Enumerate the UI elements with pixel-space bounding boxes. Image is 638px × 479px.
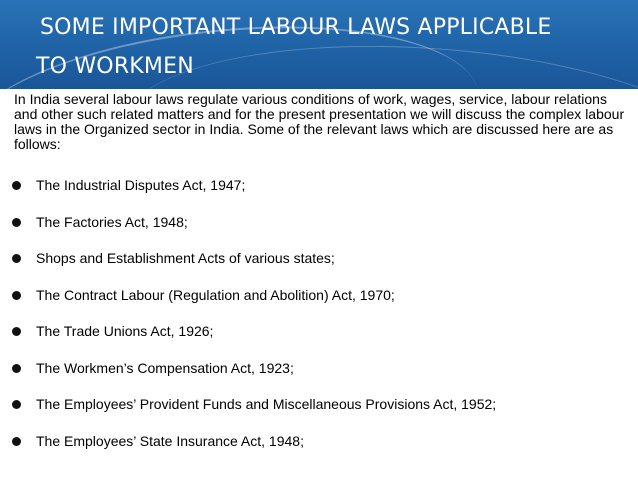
list-item	[12, 241, 632, 278]
bullet-icon	[12, 218, 21, 227]
bullet-icon	[12, 291, 21, 300]
bullet-icon	[12, 327, 21, 336]
bullet-icon	[12, 254, 21, 263]
bullet-icon	[12, 181, 21, 190]
law-name: The Trade Unions Act, 1926;	[36, 323, 214, 339]
list-item	[12, 168, 632, 205]
law-name: The Factories Act, 1948;	[36, 213, 188, 230]
bullet-icon	[12, 437, 21, 446]
bullet-icon	[12, 400, 21, 409]
law-name: The Contract Labour (Regulation and Abolition) Act, 1970;	[36, 286, 395, 303]
law-name: The Industrial Disputes Act, 1947;	[36, 177, 246, 193]
law-name: The Employees’ Provident Funds and Miscellaneous Provisions Act, 1952;	[36, 396, 497, 412]
law-name: Shops and Establishment Acts of various states;	[36, 250, 335, 266]
list-item	[12, 314, 632, 351]
slide-title-line-1: SOME IMPORTANT LABOUR LAWS APPLICABLE	[40, 15, 552, 40]
list-item	[12, 387, 632, 424]
law-name: The Workmen’s Compensation Act, 1923;	[36, 359, 294, 376]
list-item	[12, 205, 632, 242]
intro-paragraph: In India several labour laws regulate various conditions of work, wages, service, labour relations and other such related matters and for the present presentation we will discuss the complex labour laws in the Organized sector in India. Some of the relevant laws which are discussed here are as follows:	[14, 91, 625, 152]
labour-laws-list	[12, 168, 632, 460]
law-name: The Employees’ State Insurance Act, 1948;	[36, 432, 304, 449]
list-item	[12, 351, 632, 388]
slide-title-line-2: TO WORKMEN	[36, 54, 194, 79]
title-banner	[0, 0, 638, 89]
list-item	[12, 278, 632, 315]
bullet-icon	[12, 364, 21, 373]
list-item	[12, 424, 632, 461]
